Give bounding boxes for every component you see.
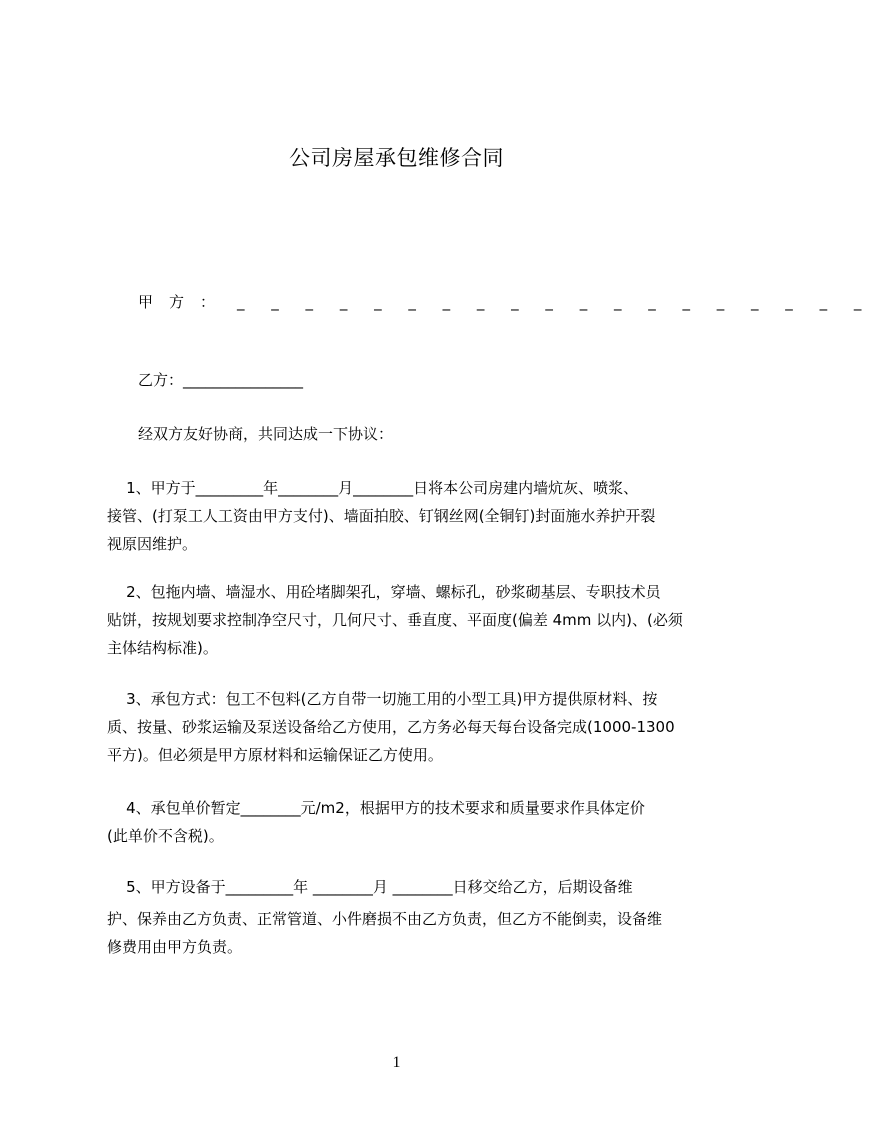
party-b-line: 乙方：________________ xyxy=(138,371,304,389)
clause-5-line-3: 修费用由甲方负责。 xyxy=(107,938,243,956)
clause-2-line-1: 2、包拖内墙、墙湿水、用砼堵脚架孔，穿墙、螺标孔，砂浆砌基层、专职技术员 xyxy=(107,583,661,601)
party-a-label: 甲方： xyxy=(138,293,232,311)
clause-3-line-1: 3、承包方式：包工不包料(乙方自带一切施工用的小型工具)甲方提供原材料、按 xyxy=(107,690,658,708)
intro-paragraph: 经双方友好协商，共同达成一下协议： xyxy=(138,425,394,443)
clause-2-line-3: 主体结构标准)。 xyxy=(107,639,218,657)
clause-5-line-1: 5、甲方设备于_________年 ________月 ________日移交给乙方，后期设备维 xyxy=(107,878,633,896)
clause-1-line-2: 接管、(打泵工人工资由甲方支付)、墙面拍胶、钉钢丝网(全铜钉)封面施水养护开裂 xyxy=(107,507,656,525)
document-title: 公司房屋承包维修合同 xyxy=(289,146,504,170)
party-a-line xyxy=(138,288,872,316)
clause-4-line-2: (此单价不含税)。 xyxy=(107,827,224,845)
clause-3-line-2: 质、按量、砂浆运输及泵送设备给乙方使用，乙方务必每天每台设备完成(1000-1300 xyxy=(107,718,675,736)
page-number: 1 xyxy=(392,1054,401,1071)
clause-5-line-2: 护、保养由乙方负责、正常管道、小件磨损不由乙方负责，但乙方不能倒卖，设备维 xyxy=(107,910,663,928)
clause-1-line-1: 1、甲方于_________年________月________日将本公司房建内墙炕灰、喷浆、 xyxy=(107,479,639,497)
clause-2-line-2: 贴饼，按规划要求控制净空尺寸，几何尺寸、垂直度、平面度(偏差 4mm 以内)、(必须 xyxy=(107,611,683,629)
party-a-blank: _ _ _ _ _ _ _ _ _ _ _ _ _ _ _ _ _ _ _ xyxy=(237,293,872,311)
clause-1-line-3: 视原因维护。 xyxy=(107,535,198,553)
clause-4-line-1: 4、承包单价暂定________元/m2，根据甲方的技术要求和质量要求作具体定价 xyxy=(107,799,645,817)
clause-3-line-3: 平方)。但必须是甲方原材料和运输保证乙方使用。 xyxy=(107,746,443,764)
